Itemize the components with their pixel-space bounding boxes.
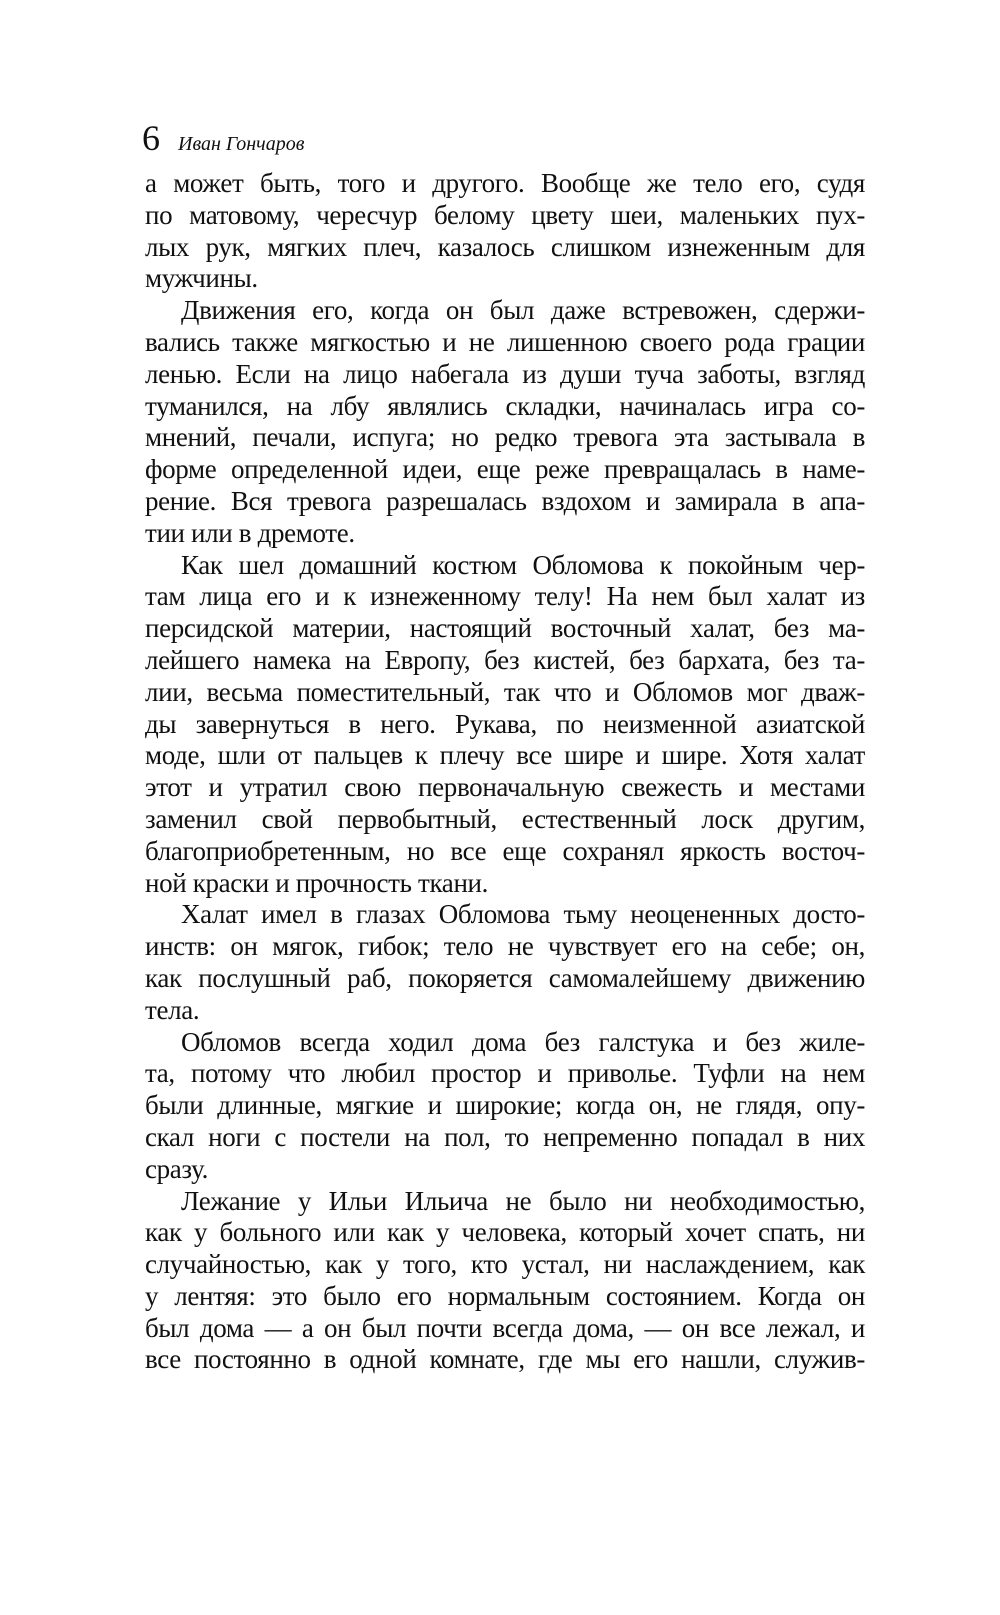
text-line: та, потому что любил простор и приволье. Туфли на нем	[145, 1058, 865, 1089]
text-line: как послушный раб, покоряется самомалейшему движению	[145, 962, 865, 993]
text-line: мнений, печали, испуга; но редко тревога эта застывала в	[145, 422, 865, 453]
text-line: рение. Вся тревога разрешалась вздохом и замирала в апа-	[145, 485, 865, 516]
text-line: по матовому, чересчур белому цвету шеи, маленьких пух-	[145, 199, 865, 230]
text-line: тела.	[145, 994, 200, 1025]
text-line: ды завернуться в него. Рукава, по неизменной азиатской	[145, 708, 865, 739]
text-line: заменил свой первобытный, естественный лоск другим,	[145, 803, 865, 834]
text-line: вались также мягкостью и не лишенною своего рода грации	[145, 326, 865, 357]
text-line: лии, весьма поместительный, так что и Обломов мог дваж-	[145, 676, 865, 707]
text-line: лых рук, мягких плеч, казалось слишком изнеженным для	[145, 231, 865, 262]
text-line: Лежание у Ильи Ильича не было ни необходимостью,	[181, 1185, 865, 1216]
text-line: персидской материи, настоящий восточный халат, без ма-	[145, 613, 865, 644]
text-line: у лентяя: это было его нормальным состоянием. Когда он	[145, 1280, 865, 1311]
text-line: скал ноги с постели на пол, то непременно попадал в них	[145, 1121, 865, 1152]
body-text	[145, 168, 865, 1376]
text-line: были длинные, мягкие и широкие; когда он, не глядя, опу-	[145, 1090, 865, 1121]
text-line: лейшего намека на Европу, без кистей, без бархата, без та-	[145, 644, 865, 675]
page-number: 6	[142, 118, 160, 158]
text-line: как у больного или как у человека, который хочет спать, ни	[145, 1217, 865, 1248]
text-line: ной краски и прочность ткани.	[145, 867, 489, 898]
text-line: все постоянно в одной комнате, где мы его нашли, служив-	[145, 1344, 865, 1375]
running-title: Иван Гончаров	[178, 133, 305, 155]
running-header	[142, 118, 304, 158]
text-line: моде, шли от пальцев к плечу все шире и шире. Хотя халат	[145, 740, 865, 771]
text-line: этот и утратил свою первоначальную свежесть и местами	[145, 772, 865, 803]
text-line: Обломов всегда ходил дома без галстука и без жиле-	[181, 1026, 865, 1057]
text-line: сразу.	[145, 1153, 209, 1184]
text-line: благоприобретенным, но все еще сохранял яркость восточ-	[145, 835, 865, 866]
text-line: а может быть, того и другого. Вообще же тело его, судя	[145, 168, 865, 198]
text-line: ленью. Если на лицо набегала из души туча заботы, взгляд	[145, 358, 865, 389]
text-line: Движения его, когда он был даже встревожен, сдержи-	[181, 295, 865, 326]
text-line: форме определенной идеи, еще реже превращалась в наме-	[145, 454, 865, 485]
text-line: случайностью, как у того, кто устал, ни наслаждением, как	[145, 1249, 865, 1280]
text-line: туманился, на лбу являлись складки, начиналась игра со-	[145, 390, 865, 421]
text-line: инств: он мягок, гибок; тело не чувствует его на себе; он,	[145, 931, 865, 962]
text-line: мужчины.	[145, 263, 258, 294]
text-line: там лица его и к изнеженному телу! На нем был халат из	[145, 581, 865, 612]
text-line: был дома — а он был почти всегда дома, — он все лежал, и	[145, 1312, 865, 1343]
text-line: Халат имел в глазах Обломова тьму неоцененных досто-	[181, 899, 865, 930]
text-line: Как шел домашний костюм Обломова к покойным чер-	[181, 549, 865, 580]
text-line: тии или в дремоте.	[145, 517, 355, 548]
